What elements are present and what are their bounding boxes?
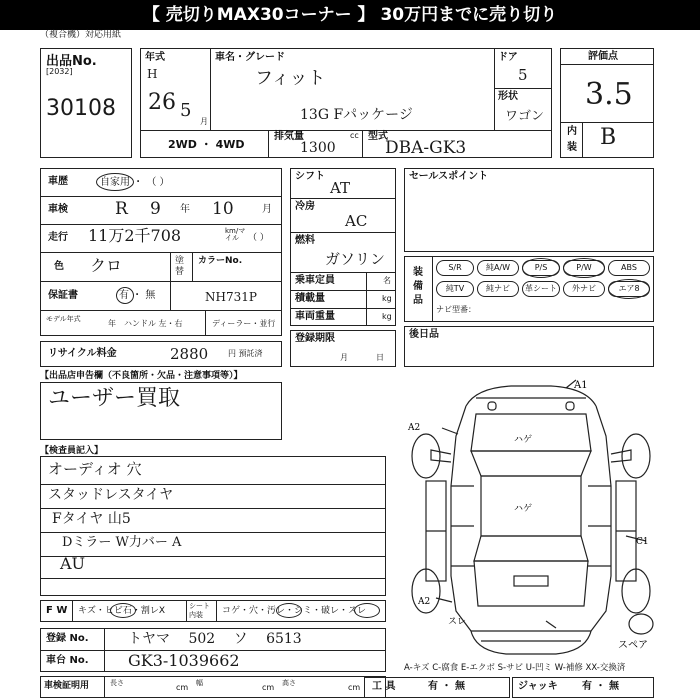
fw-label: F W	[46, 605, 68, 616]
door-label: ドア	[498, 52, 518, 63]
after-box	[404, 326, 654, 367]
cert-height-unit: cm	[348, 683, 361, 692]
mark-hood: ハゲ	[514, 435, 533, 445]
inspection-month: 10	[212, 199, 234, 219]
equip-abs: ABS	[608, 260, 650, 276]
shift-label: シフト	[295, 171, 325, 182]
drive-label: 2WD ・ 4WD	[168, 138, 245, 151]
reg-no-label: 登録 No.	[46, 633, 89, 644]
engine-label: 排気量	[274, 131, 304, 142]
warranty-options: 有 ・ 無	[119, 290, 156, 301]
lot-number: 30108	[46, 96, 116, 121]
name-label: 車名・グレード	[215, 52, 285, 63]
tools-label: 工 具	[372, 681, 396, 692]
mileage-paren: （ ）	[248, 233, 269, 243]
inspector-line-5: AU	[60, 554, 86, 573]
year-value: 26	[148, 90, 176, 115]
color-label: 色	[54, 261, 64, 272]
reg-no-value: トヤマ 502 ソ 6513	[128, 631, 302, 647]
car-grade: 13G Fパッケージ	[300, 107, 413, 123]
inspector-line-3: Fタイヤ 山5	[52, 511, 131, 527]
spare-label: スペア	[618, 640, 648, 651]
car-diagram	[396, 376, 666, 664]
history-label: 車歴	[48, 176, 68, 187]
sales-label: セールスポイント	[409, 171, 489, 182]
cert-label: 車検証明用	[44, 681, 90, 691]
cert-width: 幅	[196, 679, 203, 687]
model-year-handle: 年 ハンドル 左・右	[108, 319, 183, 328]
mark-rear-left: A2	[418, 597, 431, 607]
seller-notes-label: 【出品店申告欄（不良箇所・欠品・注意事項等）】	[40, 371, 243, 381]
after-label: 後日品	[409, 329, 439, 340]
inspector-notes-label: 【検査員記入】	[40, 446, 104, 456]
top-note: （複合機）対応用紙	[40, 30, 122, 40]
equip-ps: P/S	[522, 260, 560, 276]
tools-options: 有 ・ 無	[428, 681, 465, 692]
interior-label-1: 内	[567, 126, 577, 137]
interior-value: B	[600, 125, 617, 150]
equip-pw: P/W	[563, 260, 605, 276]
type-label: 型式	[368, 131, 388, 142]
chassis-label: 車台 No.	[46, 655, 89, 666]
mark-front: A1	[574, 380, 588, 391]
navi-model-label: ナビ型番：	[436, 305, 476, 314]
recycle-value: 2880	[170, 345, 209, 363]
color-no-label: カラーNo.	[198, 256, 243, 266]
door-value: 5	[518, 66, 528, 84]
inspector-line-2: スタッドレスタイヤ	[48, 487, 174, 503]
fuel-value: ガソリン	[325, 250, 386, 268]
mileage-unit: km/マイル	[225, 227, 246, 242]
registration-unit: 月日	[340, 353, 412, 362]
equip-ext-navi: 外ナビ	[563, 281, 605, 297]
year-era: H	[147, 67, 158, 81]
jack-options: 有 ・ 無	[582, 681, 619, 692]
cert-length: 長さ	[110, 679, 124, 687]
inspector-line-1: オーディオ 穴	[48, 460, 142, 478]
year-month: 5	[180, 100, 192, 121]
equip-aw: 純A/W	[477, 260, 519, 276]
mark-rear-bottom: スレ	[448, 617, 467, 627]
banner: 【 売切りMAX30コーナー 】 30万円までに売り切り	[0, 0, 700, 30]
interior-label-2: 装	[567, 142, 577, 153]
equipment-label: 装備品	[413, 267, 423, 306]
shift-value: AT	[330, 179, 351, 197]
inspector-line-4: Dミラー W力バー A	[62, 535, 182, 550]
load-unit: kg	[382, 294, 392, 303]
fuel-label: 燃料	[295, 235, 315, 246]
capacity-label: 乗車定員	[295, 275, 335, 286]
shape-label: 形状	[498, 91, 518, 102]
chassis-value: GK3-1039662	[128, 651, 240, 670]
weight-unit: kg	[382, 312, 392, 321]
registration-label: 登録期限	[295, 333, 335, 344]
engine-value: 1300	[300, 140, 336, 156]
capacity-unit: 名	[383, 276, 391, 285]
cert-box	[40, 676, 386, 698]
car-name: フィット	[255, 68, 326, 89]
equip-airbag: エア8	[608, 281, 650, 297]
inspection-label: 車検	[48, 204, 68, 215]
year-month-unit: 月	[200, 117, 208, 126]
seat-items: コゲ・穴・汚レ・シミ・破レ・スレ	[222, 606, 367, 616]
cert-length-unit: cm	[176, 683, 189, 692]
inspection-year: 9	[150, 199, 161, 219]
equip-navi: 純ナビ	[477, 281, 519, 297]
repaint-label: 塗替	[175, 256, 185, 277]
mark-roof: ハゲ	[514, 504, 533, 514]
lot-small: [2032]	[46, 67, 73, 76]
mileage-label: 走行	[48, 232, 68, 243]
cert-height: 高さ	[282, 679, 296, 687]
year-label: 年式	[145, 52, 165, 63]
history-options: 自家用 ・ （ ）	[100, 177, 170, 188]
recycle-label: リサイクル料金	[48, 348, 117, 359]
damage-legend: A-キズ C-腐食 E-エクボ S-サビ U-凹ミ W-補修 XX-交換済	[404, 663, 626, 673]
lot-label: 出品No.	[46, 54, 97, 69]
seat-label: シート内装	[189, 602, 210, 619]
equip-sr: S/R	[436, 260, 474, 276]
mark-left-front: A2	[408, 423, 421, 433]
mark-rear-right: C1	[636, 537, 649, 547]
engine-unit: cc	[350, 131, 359, 140]
type-value: DBA-GK3	[385, 138, 467, 158]
warranty-label: 保証書	[48, 290, 78, 301]
recycle-unit: 円 預託済	[228, 349, 263, 358]
seller-notes-value: ユーザー買取	[48, 386, 181, 411]
jack-label: ジャッキ	[518, 681, 558, 692]
model-year-label: モデル年式	[46, 315, 81, 323]
score-value: 3.5	[585, 77, 633, 112]
mileage-value: 11万2千708	[88, 226, 182, 245]
shape-value: ワゴン	[505, 109, 545, 124]
score-label: 評価点	[588, 51, 618, 62]
fw-items: キズ・ヒビ石・割レX	[78, 606, 165, 616]
weight-label: 車両重量	[295, 311, 335, 322]
equip-tv: 純TV	[436, 281, 474, 297]
color-value: クロ	[90, 256, 123, 275]
cert-width-unit: cm	[262, 683, 275, 692]
color-no-value: NH731P	[205, 290, 257, 304]
inspection-month-unit: 月	[262, 204, 272, 215]
load-label: 積載量	[295, 293, 325, 304]
model-year-dealer: ディーラー・並行	[212, 319, 276, 328]
aircon-value: AC	[345, 212, 368, 230]
equip-leather: 革シート	[522, 281, 560, 297]
inspection-year-unit: 年	[180, 204, 190, 215]
inspection-era: R	[115, 199, 128, 219]
aircon-label: 冷房	[295, 201, 315, 212]
